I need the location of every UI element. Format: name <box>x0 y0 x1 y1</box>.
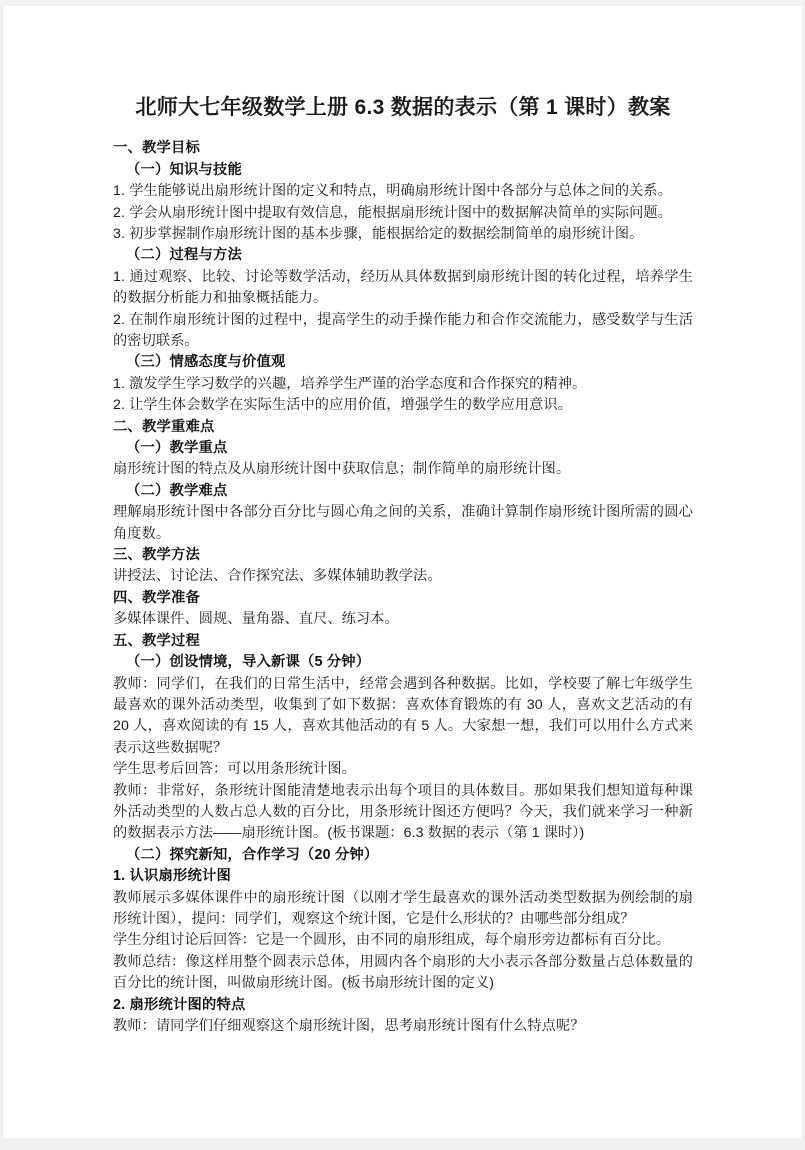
document-body <box>113 94 693 1037</box>
subsection-heading-5-1: （一）创设情境，导入新课（5 分钟） <box>126 654 371 671</box>
body-line: 教师总结：像这样用整个圆表示总体，用圆内各个扇形的大小表示各部分数量占总体数量的百分比的统计图，叫做扇形统计图。(板书扇形统计图的定义) <box>113 953 693 992</box>
section-heading-2: 二、教学重难点 <box>113 418 215 435</box>
body-line: 教师：非常好，条形统计图能清楚地表示出每个项目的具体数目。那如果我们想知道每种课外活动类型的人数占总人数的百分比，用条形统计图还方便吗？今天，我们就来学习一种新的数据表示方法——扇形统计图。(板书课题：6.3 数据的表示（第 1 课时）) <box>113 782 693 842</box>
numbered-heading-1: 1. 认识扇形统计图 <box>113 868 231 885</box>
section-heading-5: 五、教学过程 <box>113 632 200 649</box>
body-line: 扇形统计图的特点及从扇形统计图中获取信息；制作简单的扇形统计图。 <box>113 461 571 478</box>
document-sheet <box>2 6 803 1138</box>
subsection-heading-5-2: （二）探究新知，合作学习（20 分钟） <box>126 846 379 863</box>
subsection-heading-1-3: （三）情感态度与价值观 <box>126 354 286 371</box>
body-line: 2. 学会从扇形统计图中提取有效信息，能根据扇形统计图中的数据解决简单的实际问题。 <box>113 204 673 221</box>
body-line: 教师展示多媒体课件中的扇形统计图（以刚才学生最喜欢的课外活动类型数据为例绘制的扇形统计图），提问：同学们，观察这个统计图，它是什么形状的？由哪些部分组成？ <box>113 889 693 927</box>
body-line: 3. 初步掌握制作扇形统计图的基本步骤，能根据给定的数据绘制简单的扇形统计图。 <box>113 225 644 242</box>
body-line: 教师：请同学们仔细观察这个扇形统计图，思考扇形统计图有什么特点呢？ <box>113 1018 585 1034</box>
subsection-heading-1-2: （二）过程与方法 <box>126 247 242 264</box>
subsection-heading-2-1: （一）教学重点 <box>126 440 228 457</box>
body-line: 2. 在制作扇形统计图的过程中，提高学生的动手操作能力和合作交流能力，感受数学与生活的密切联系。 <box>113 311 693 349</box>
numbered-heading-2: 2. 扇形统计图的特点 <box>113 996 246 1013</box>
body-line: 1. 学生能够说出扇形统计图的定义和特点，明确扇形统计图中各部分与总体之间的关系。 <box>113 183 673 200</box>
body-line: 理解扇形统计图中各部分百分比与圆心角之间的关系，准确计算制作扇形统计图所需的圆心角度数。 <box>113 504 693 542</box>
section-heading-4: 四、教学准备 <box>113 589 200 606</box>
section-heading-1: 一、教学目标 <box>113 140 200 157</box>
body-line: 1. 激发学生学习数学的兴趣，培养学生严谨的治学态度和合作探究的精神。 <box>113 375 587 392</box>
body-line: 1. 通过观察、比较、讨论等数学活动，经历从具体数据到扇形统计图的转化过程，培养学生的数据分析能力和抽象概括能力。 <box>113 268 693 307</box>
subsection-heading-1-1: （一）知识与技能 <box>126 161 242 178</box>
body-line: 学生思考后回答：可以用条形统计图。 <box>113 761 356 778</box>
body-line: 讲授法、讨论法、合作探究法、多媒体辅助教学法。 <box>113 568 442 585</box>
page-bottom-edge <box>0 1139 805 1150</box>
body-line: 多媒体课件、圆规、量角器、直尺、练习本。 <box>113 611 399 628</box>
section-heading-3: 三、教学方法 <box>113 547 200 564</box>
body-line: 学生分组讨论后回答：它是一个圆形，由不同的扇形组成，每个扇形旁边都标有百分比。 <box>113 932 671 949</box>
body-line: 2. 让学生体会数学在实际生活中的应用价值，增强学生的数学应用意识。 <box>113 397 572 414</box>
subsection-heading-2-2: （二）教学难点 <box>126 482 228 499</box>
page-title: 北师大七年级数学上册 6.3 数据的表示（第 1 课时）教案 <box>135 96 671 119</box>
body-line: 教师：同学们，在我们的日常生活中，经常会遇到各种数据。比如，学校要了解七年级学生最喜欢的课外活动类型，收集到了如下数据：喜欢体育锻炼的有 30 人，喜欢文艺活动的有 20 人，喜欢阅读的有 15 人，喜欢其他活动的有 5 人。大家想一想，我们可以用什么方式来表示这些数据呢？ <box>113 675 693 756</box>
